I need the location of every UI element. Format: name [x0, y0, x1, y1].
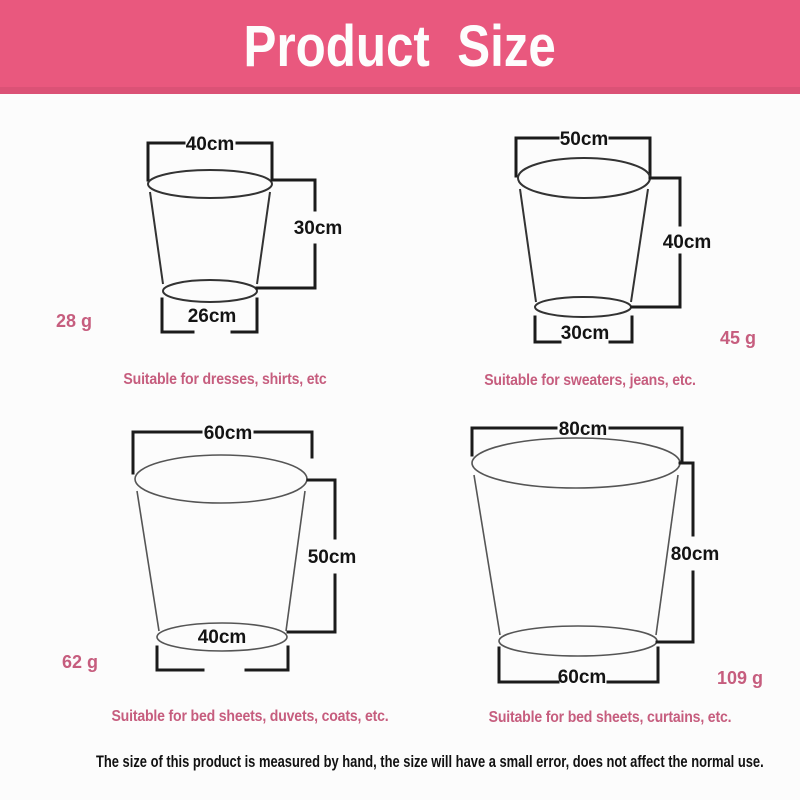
height-label: 40cm — [662, 232, 712, 253]
bottom-width-label: 30cm — [560, 323, 610, 344]
page-title: Product Size — [243, 14, 557, 79]
bag-outline — [148, 170, 272, 302]
bag-figure-2 — [450, 105, 750, 360]
height-label: 50cm — [307, 547, 357, 568]
top-width-label: 40cm — [185, 134, 235, 155]
weight-label-2: 45 g — [719, 328, 757, 348]
bag-outline — [472, 438, 680, 656]
top-width-label: 60cm — [203, 423, 253, 444]
bag-caption-3: Suitable for bed sheets, duvets, coats, etc. — [111, 708, 389, 725]
bottom-width-label: 40cm — [197, 627, 247, 648]
disclaimer-text: The size of this product is measured by hand, the size will have a small error, does not affect the normal use. — [96, 752, 764, 771]
footer-note — [0, 752, 800, 772]
bag-figure-1 — [100, 110, 360, 350]
bag-caption-4: Suitable for bed sheets, curtains, etc. — [488, 709, 732, 726]
bag-caption-2: Suitable for sweaters, jeans, etc. — [484, 372, 696, 389]
weight-label-4: 109 g — [716, 668, 764, 688]
height-label: 30cm — [293, 218, 343, 239]
bottom-width-label: 26cm — [187, 306, 237, 327]
top-width-label: 50cm — [559, 129, 609, 150]
bag-caption-1: Suitable for dresses, shirts, etc — [123, 371, 327, 388]
bottom-width-label: 60cm — [557, 667, 607, 688]
header-banner — [0, 0, 800, 94]
bag-figure-4 — [430, 400, 785, 700]
weight-label-1: 28 g — [55, 311, 93, 331]
bag-figure-3 — [60, 405, 380, 690]
top-width-label: 80cm — [558, 419, 608, 440]
height-label: 80cm — [670, 544, 720, 565]
bag-outline — [135, 455, 307, 651]
weight-label-3: 62 g — [61, 652, 99, 672]
bag-outline — [518, 158, 650, 317]
